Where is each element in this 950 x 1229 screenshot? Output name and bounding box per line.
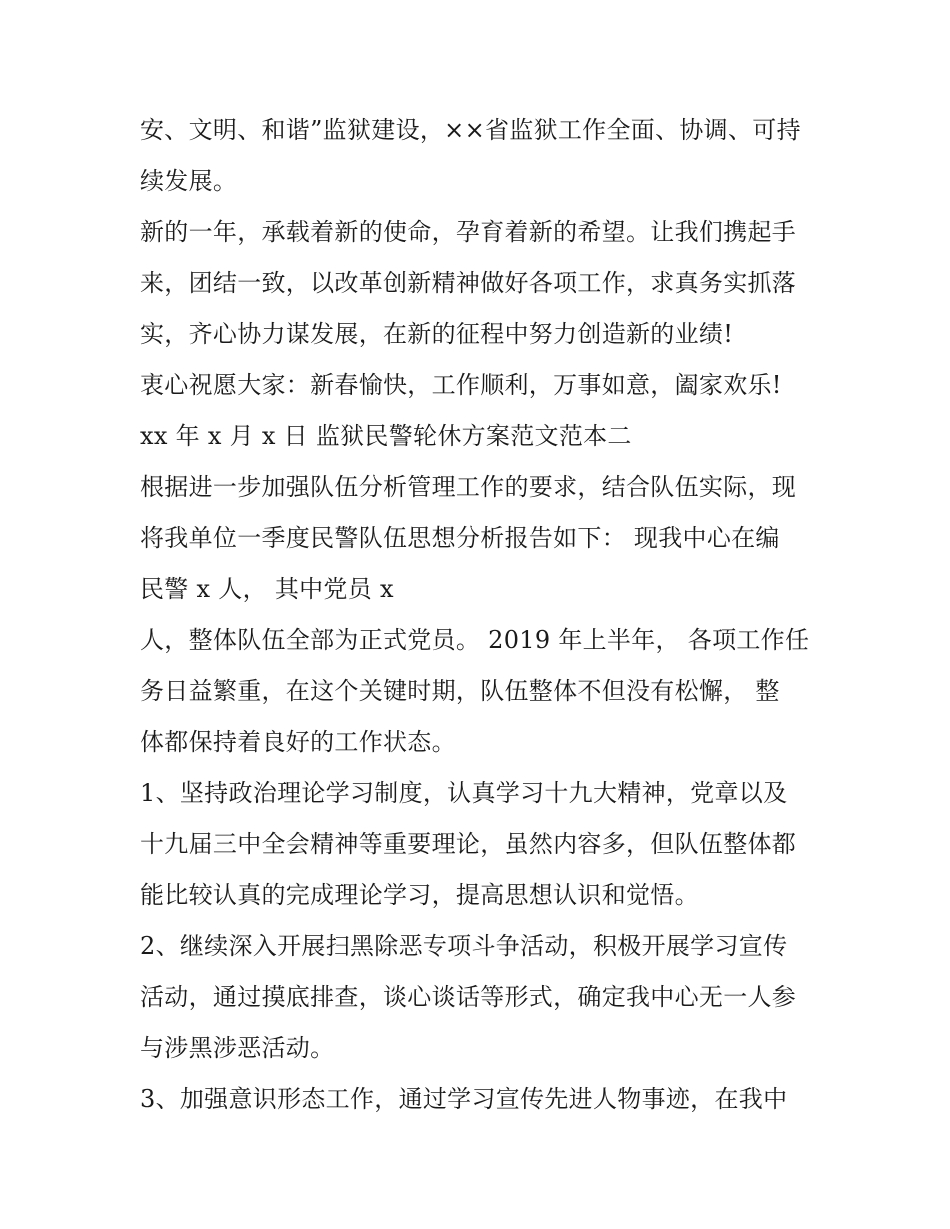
text-line: 能比较认真的完成理论学习，提高思想认识和觉悟。: [140, 881, 699, 909]
text-line: 安、文明、和谐”监狱建设，××省监狱工作全面、协调、可持: [140, 116, 801, 144]
text-line: 人，整体队伍全部为正式党员。 2019 年上半年， 各项工作任: [140, 626, 810, 654]
text-line: 将我单位一季度民警队伍思想分析报告如下： 现我中心在编: [140, 524, 780, 552]
text-line: 续发展。: [140, 167, 238, 195]
text-line: 十九届三中全会精神等重要理论，虽然内容多，但队伍整体都: [140, 830, 797, 858]
text-line: 体都保持着良好的工作状态。: [140, 728, 456, 756]
text-line: 与涉黑涉恶活动。: [140, 1034, 335, 1062]
text-line: xx 年 x 月 x 日 监狱民警轮休方案范文范本二: [140, 422, 632, 450]
text-line: 3、加强意识形态工作，通过学习宣传先进人物事迹，在我中: [140, 1085, 788, 1113]
document-body: [140, 105, 830, 1125]
text-line: 根据进一步加强队伍分析管理工作的要求，结合队伍实际，现: [140, 473, 797, 501]
text-line: 来，团结一致，以改革创新精神做好各项工作，求真务实抓落: [140, 269, 797, 297]
text-line: 新的一年，承载着新的使命，孕育着新的希望。让我们携起手: [140, 218, 797, 246]
text-line: 实，齐心协力谋发展，在新的征程中努力创造新的业绩!: [140, 320, 734, 348]
text-line: 务日益繁重，在这个关键时期，队伍整体不但没有松懈， 整: [140, 677, 780, 705]
text-line: 民警 x 人， 其中党员 x: [140, 575, 394, 603]
text-line: 2、继续深入开展扫黑除恶专项斗争活动，积极开展学习宣传: [140, 932, 788, 960]
text-line: 活动，通过摸底排查，谈心谈话等形式，确定我中心无一人参: [140, 983, 797, 1011]
text-line: 衷心祝愿大家：新春愉快，工作顺利，万事如意，阖家欢乐!: [140, 371, 782, 399]
text-line: 1、坚持政治理论学习制度，认真学习十九大精神，党章以及: [140, 779, 788, 807]
